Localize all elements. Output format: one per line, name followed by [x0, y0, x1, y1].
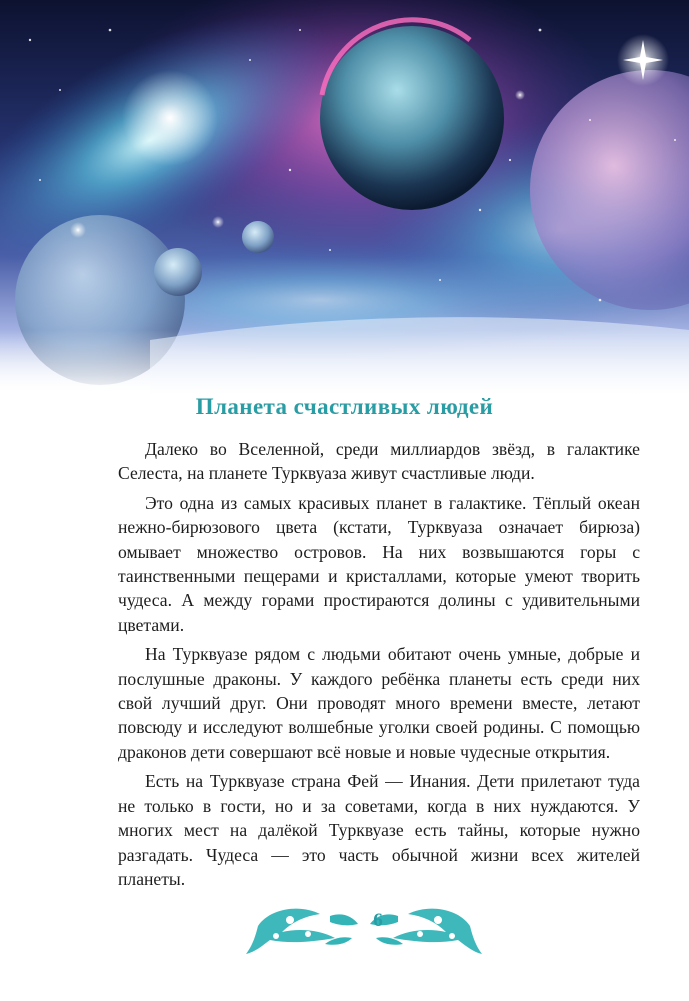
paragraph: Далеко во Вселенной, среди миллиардов звёзд, в галактике Селеста, на планете Турквуаза живут счастливые люди. — [118, 439, 640, 484]
page-number: 6 — [373, 910, 383, 931]
paragraph: На Турквуазе рядом с людьми обитают очень умные, добрые и послушные драконы. У каждого ребёнка планеты есть среди них свой лучший друг. Они проводят много времени вместе, летают повсюду и исследуют волшебные уголки своей родины. С помощью драконов дети совершают всё новые и новые чудесные открытия. — [118, 644, 640, 762]
space-illustration — [0, 0, 689, 395]
page-title: Планета счастливых людей — [195, 394, 494, 419]
body-text — [118, 437, 640, 896]
paragraph: Есть на Турквуазе страна Фей — Инания. Дети прилетают туда не только в гости, но и за советами, когда в них нуждаются. У многих мест на далёкой Турквуазе есть тайны, которые нужно разгадать. Чудеса — это часть обычной жизни всех жителей планеты. — [118, 771, 640, 889]
page-footer — [0, 896, 689, 966]
floral-ornament-left-icon — [246, 909, 358, 954]
paragraph: Это одна из самых красивых планет в галактике. Тёплый океан нежно-бирюзового цвета (кстати, Турквуаза означает бирюза) омывает множество островов. На них возвышаются горы с таинственными пещерами и кристаллами, которые умеют творить чудеса. А между горами простираются долины с удивительными цветами. — [118, 492, 640, 635]
